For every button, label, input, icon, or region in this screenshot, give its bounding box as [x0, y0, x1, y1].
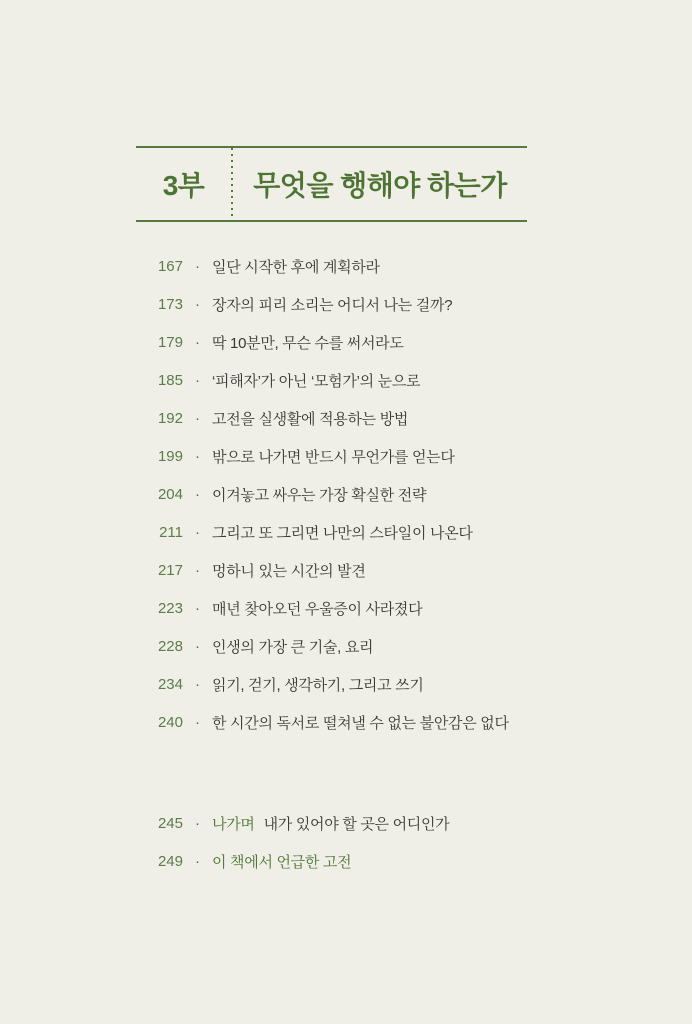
part-number-label: 3부 [162, 170, 205, 201]
toc-item-text: 인생의 가장 큰 기술, 요리 [212, 638, 374, 656]
toc-item [136, 627, 616, 665]
toc-item-text: 일단 시작한 후에 계획하라 [212, 258, 380, 276]
toc-item-text: 이겨놓고 싸우는 가장 확실한 전략 [212, 486, 427, 504]
bullet-icon: · [195, 637, 200, 655]
toc-footer-group [136, 804, 616, 880]
toc-item [136, 842, 616, 880]
toc-item [136, 703, 616, 741]
toc-item [136, 285, 616, 323]
bullet-icon: · [195, 257, 200, 275]
page-number: 179 [157, 333, 183, 351]
toc-item-title [212, 256, 380, 277]
toc-item-text: 매년 찾아오던 우울증이 사라졌다 [212, 600, 423, 618]
toc-item [136, 589, 616, 627]
page-number: 234 [157, 675, 183, 693]
page-number: 204 [157, 485, 183, 503]
page-number: 223 [157, 599, 183, 617]
toc-item [136, 437, 616, 475]
toc-item [136, 513, 616, 551]
toc-item [136, 247, 616, 285]
toc-item [136, 475, 616, 513]
toc-item [136, 323, 616, 361]
toc-item [136, 361, 616, 399]
bullet-icon: · [195, 713, 200, 731]
bullet-icon: · [195, 599, 200, 617]
bullet-icon: · [195, 371, 200, 389]
toc-item-title [212, 598, 422, 619]
part-header [136, 146, 527, 222]
bullet-icon: · [195, 675, 200, 693]
toc-item-title [212, 522, 473, 543]
toc-item-text: 한 시간의 독서로 떨쳐낼 수 없는 불안감은 없다 [212, 714, 509, 732]
toc-item [136, 804, 616, 842]
toc-item-title [212, 636, 373, 657]
toc-item-text: 멍하니 있는 시간의 발견 [212, 562, 366, 580]
page-number: 211 [159, 523, 183, 541]
toc-item-text: ‘피해자’가 아닌 ‘모험가’의 눈으로 [212, 372, 421, 390]
bullet-icon: · [195, 523, 200, 541]
toc-item-title [212, 332, 404, 353]
bullet-icon: · [195, 485, 200, 503]
toc-item-title [212, 813, 449, 834]
toc-item-text: 딱 10분만, 무슨 수를 써서라도 [212, 334, 404, 352]
toc-item-title [212, 446, 455, 467]
toc-item-green-label: 이 책에서 언급한 고전 [212, 853, 352, 871]
toc-item-title [212, 851, 360, 872]
toc-item [136, 665, 616, 703]
toc-item-green-label: 나가며 [212, 815, 255, 833]
page-number: 245 [157, 814, 183, 832]
bullet-icon: · [195, 814, 200, 832]
bullet-icon: · [195, 852, 200, 870]
page-number: 192 [157, 409, 183, 427]
toc-item-title [212, 370, 420, 391]
toc-item-text: 장자의 피리 소리는 어디서 나는 걸까? [212, 296, 453, 314]
bullet-icon: · [195, 333, 200, 351]
toc-item [136, 399, 616, 437]
toc-item-title [212, 408, 408, 429]
bullet-icon: · [195, 409, 200, 427]
toc-item-text: 밖으로 나가면 반드시 무언가를 얻는다 [212, 448, 455, 466]
page-number: 240 [157, 713, 183, 731]
toc-item-text: 내가 있어야 할 곳은 어디인가 [263, 815, 450, 833]
page-number: 185 [157, 371, 183, 389]
bullet-icon: · [195, 295, 200, 313]
toc-item-title [212, 484, 426, 505]
toc-item-text: 읽기, 걷기, 생각하기, 그리고 쓰기 [212, 676, 424, 694]
toc-item-title [212, 674, 424, 695]
toc-item [136, 551, 616, 589]
part-title: 무엇을 행해야 하는가 [253, 170, 507, 201]
toc-list [136, 247, 616, 880]
toc-item-text: 그리고 또 그리면 나만의 스타일이 나온다 [212, 524, 473, 542]
page-number: 249 [157, 852, 183, 870]
bullet-icon: · [195, 561, 200, 579]
page-number: 167 [157, 257, 183, 275]
toc-item-title [212, 712, 509, 733]
page-number: 217 [157, 561, 183, 579]
page-number: 199 [157, 447, 183, 465]
page-number: 173 [157, 295, 183, 313]
page-number: 228 [157, 637, 183, 655]
toc-item-title [212, 294, 452, 315]
bullet-icon: · [195, 447, 200, 465]
toc-item-title [212, 560, 366, 581]
toc-item-text: 고전을 실생활에 적용하는 방법 [212, 410, 409, 428]
